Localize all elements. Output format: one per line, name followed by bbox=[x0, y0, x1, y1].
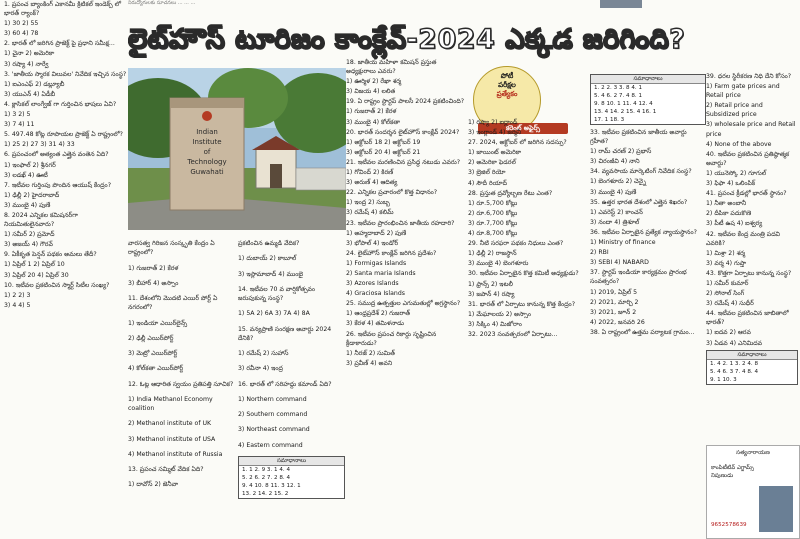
question-line: 1) India Methanol Economy coalition bbox=[128, 395, 213, 412]
author-phone: 9652578639 bbox=[711, 522, 747, 528]
question-line: 40. ఇటీవల ప్రకటించిన ప్రతిష్ఠాత్మక అవార్డు? bbox=[706, 150, 790, 167]
question-line: 2) Southern command bbox=[238, 411, 308, 419]
question-line: 3) ఇంగ్లాండ్ 4) జర్మనీ bbox=[468, 129, 522, 137]
question-line: 37. స్టార్టప్ ఇండియా కార్యక్రమం ప్రారంభ సంవత్సరం? bbox=[590, 269, 687, 286]
sign-line-3: of bbox=[203, 148, 211, 156]
answer-row: 9. 1 10. 3 bbox=[710, 376, 737, 383]
answer-box-title: సమాధానాలు bbox=[239, 457, 344, 466]
question-line: 23. ఇటీవల ప్రారంభించిన జాతీయ రహదారి? bbox=[346, 219, 455, 227]
question-line: 28. ప్రస్తుత ద్రవ్యోల్బణ రేటు ఎంత? bbox=[468, 189, 553, 197]
answer-row: 1. 1 2. 9 3. 1 4. 4 bbox=[242, 467, 291, 474]
below-column-b bbox=[238, 233, 345, 539]
corner-photo bbox=[600, 0, 642, 8]
question-line: 1) గుజరాత్ 2) కేరళ bbox=[128, 264, 179, 272]
author-box bbox=[706, 445, 800, 539]
sign-line-1: Indian bbox=[196, 128, 218, 136]
sign-line-4: Technology bbox=[187, 158, 227, 166]
question-line: 1) 3 2) 5 bbox=[4, 111, 31, 119]
question-line: 1) నీతా అంబానీ bbox=[706, 200, 747, 208]
badge-line-2: పరీక్షల bbox=[498, 81, 516, 89]
answer-row: 9. 4 10. 8 11. 3 12. 1 bbox=[242, 483, 301, 490]
question-line: 1) 5A 2) 6A 3) 7A 4) 8A bbox=[238, 310, 310, 318]
question-line: 29. నీటి సరఫరా పథకం నిధులు ఎంత? bbox=[468, 240, 564, 248]
question-line: 3) ఫిఫా 4) ఒలింపిక్ bbox=[706, 180, 756, 188]
answer-row: 17. 1 18. 3 bbox=[594, 117, 625, 123]
question-line: 34. వ్యవసాయ మార్కెటింగ్ నివేదిక సంస్థ? bbox=[590, 168, 692, 176]
question-line: 1) ఐఎంఎఫ్ 2) డబ్ల్యూబీ bbox=[4, 80, 65, 88]
question-line: 1) Farm gate prices and Retail price bbox=[706, 83, 780, 100]
question-line: 1) సమీర్ 2) ప్రమోద్ bbox=[4, 231, 55, 239]
question-line: 4. క్లాసికల్ లాంగ్వేజ్ గా గుర్తించిన భాషలు ఏవి? bbox=[4, 100, 117, 108]
question-line: వారసత్వ గిరిజన సంస్కృతి కేంద్రం ఏ రాష్ట్రంలో? bbox=[128, 240, 215, 257]
question-line: 1) రష్యా 2) ఐర్లాండ్ bbox=[468, 119, 518, 126]
question-line: 1) ఐదవ 2) ఆరవ bbox=[706, 329, 751, 337]
question-line: 1) అక్టోబర్ 18 2) అక్టోబర్ 19 bbox=[346, 138, 421, 146]
question-line: 1) ఎవరెస్ట్ 2) కాంచన్ bbox=[590, 208, 643, 216]
question-line: 3) Methanol institute of USA bbox=[128, 435, 216, 443]
question-line: 42. ఇటీవల కేంద్ర మంత్రి పదవి ఎవరికి? bbox=[706, 230, 780, 247]
question-line: 4) 2022, జనవరి 26 bbox=[590, 318, 645, 326]
question-line: 2) RBI bbox=[590, 249, 609, 257]
question-line: 2) Methanol institute of UK bbox=[128, 420, 212, 428]
question-line: 3) అజయ్ 4) గౌరవ్ bbox=[4, 241, 53, 249]
badge-line-3: ప్రత్యేకం bbox=[496, 90, 518, 98]
question-line: 3) ముంబై 4) కోల్‌కతా bbox=[346, 118, 401, 126]
question-line: 44. ఇటీవల ప్రకటించిన జాబితాలో భారత్? bbox=[706, 310, 789, 327]
question-line: 1) దుబాయ్ 2) కాబూల్ bbox=[238, 255, 297, 263]
question-line: 3. 'జాతీయ స్మారక విలువల' నివేదిక ఇచ్చిన సంస్థ? bbox=[4, 70, 127, 78]
question-line: 3) ఇస్లామాబాద్ 4) ముంబై bbox=[238, 270, 304, 278]
question-line: 39. ధరల స్థిరీకరణ నిధి దేని కోసం? bbox=[706, 73, 792, 80]
question-line: 6. ప్రపంచంలో అత్యంత ఎత్తైన వంతెన ఏది? bbox=[4, 151, 109, 159]
question-line: 1) 2019, ఏప్రిల్ 5 bbox=[590, 288, 638, 296]
question-line: 3) 7 4) 11 bbox=[4, 121, 35, 129]
question-line: 1) మిశ్రా 2) శర్మ bbox=[706, 249, 746, 257]
question-line: 3) జపాన్ 4) రష్యా bbox=[468, 290, 515, 298]
author-line-1: కాంపిటీటివ్ ఎగ్జామ్స్ bbox=[711, 465, 754, 471]
question-line: 8. 2024 ఎన్నికల కమిషనర్‌గా నియమితులైనవారు? bbox=[4, 211, 78, 229]
author-line-2: నిపుణుడు bbox=[711, 473, 734, 479]
question-line: 3) మెట్రో ఎయిర్‌పోర్ట్ bbox=[128, 350, 178, 358]
question-line: 7. ఇటీవల గుర్తింపు పొందిన ఆయుష్ కేంద్రం? bbox=[4, 181, 111, 189]
question-line: 1) ఢిల్లీ 2) రాజస్థాన్ bbox=[468, 250, 517, 258]
question-line: 11. దేశంలోని మొదటి ఎయిర్ పోర్ట్ ఏ నగరంలో? bbox=[128, 295, 218, 312]
question-line: 3) 2021, జూన్ 2 bbox=[590, 308, 637, 316]
question-line: 4) రూ.8,700 కోట్లు bbox=[468, 230, 518, 238]
question-line: 3) ఏడవ 4) ఎనిమిదవ bbox=[706, 339, 763, 347]
question-line: 38. ఏ రాష్ట్రంలో ఉత్తమ పర్యాటక గ్రామం... bbox=[590, 328, 695, 336]
below-column-a bbox=[128, 233, 235, 539]
question-line: 25. సముద్ర ఉత్పత్తుల ఎగుమతుల్లో అగ్రస్థానం? bbox=[346, 300, 461, 308]
question-line: 5. 497.48 కోట్ల రూపాయల ప్రాజెక్ట్ ఏ రాష్ట్రంలో? bbox=[4, 131, 123, 139]
question-line: 1) ఫ్రాన్స్ 2) ఇటలీ bbox=[468, 280, 513, 288]
question-line: 3) వర్మ 4) గుప్తా bbox=[706, 259, 747, 267]
question-line: 1) గుజరాత్ 2) కేరళ bbox=[346, 108, 397, 116]
question-line: 3) Northeast command bbox=[238, 426, 310, 434]
answer-row: 1. 2 2. 3 3. 8 4. 1 bbox=[594, 85, 643, 91]
question-line: 1) Northern command bbox=[238, 395, 307, 403]
question-line: 4) Graciosa Islands bbox=[346, 290, 405, 298]
question-line: 3) భోపాల్ 4) ఇండోర్ bbox=[346, 239, 399, 247]
question-line: 1) ఇంద్ర 2) సుబ్బ bbox=[346, 199, 390, 207]
question-line: 2) Retail price and Subsidized price bbox=[706, 102, 763, 119]
badge-line-1: పోటీ bbox=[500, 72, 514, 80]
question-column-3 bbox=[346, 58, 468, 539]
question-line: 35. ఉత్తర భారత దేశంలో ఎత్తైన శిఖరం? bbox=[590, 198, 688, 206]
answer-row: 1. 4 2. 1 3. 2 4. 8 bbox=[710, 360, 759, 367]
question-line: 3) wholesale price and Retail price bbox=[706, 121, 796, 138]
question-line: 1) నీరజ్ 2) సుమిత్ bbox=[346, 349, 395, 357]
question-line: 27. 2024, అక్టోబర్ లో జరిగిన సదస్సు? bbox=[468, 139, 567, 147]
question-line: 1) ఇండియా ఎయిర్‌లైన్స్ bbox=[128, 319, 188, 327]
question-line: 20. భారత్ సందర్శన లైట్‌హౌస్ కాంక్లేవ్ 2024? bbox=[346, 128, 460, 136]
question-column-6 bbox=[706, 72, 798, 442]
question-line: 3) రష్యా 4) నార్వే bbox=[4, 60, 49, 68]
question-line: 1) 2 2) 3 bbox=[4, 291, 31, 299]
author-photo bbox=[759, 486, 793, 532]
question-line: 4) కోల్‌కతా ఎయిర్‌పోర్ట్ bbox=[128, 365, 184, 373]
question-line: 36. ఇటీవల ఏర్పాటైన ప్రత్యేక న్యాయస్థానం? bbox=[590, 228, 697, 236]
question-line: 30. ఇటీవల ఏర్పాటైన కొత్త కమిటీ అధ్యక్షుడు? bbox=[468, 270, 579, 278]
question-line: 1) చైనా 2) అమెరికా bbox=[4, 50, 55, 58]
question-line: 21. ఇటీవల మరణించిన ప్రసిద్ధ నటుడు ఎవరు? bbox=[346, 158, 461, 166]
question-line: 1) గోవింద్ 2) కిరణ్ bbox=[346, 169, 394, 177]
question-line: 9. ఏకీకృత పెన్షన్ పథకం అమలు తేదీ? bbox=[4, 251, 97, 259]
question-line: 1) దావోస్ 2) జెనీవా bbox=[128, 481, 179, 489]
question-line: 16. భారత్ లో సరిహద్దు కమాండ్ ఏది? bbox=[238, 380, 332, 388]
question-line: 3) బీహార్ 4) అస్సాం bbox=[128, 279, 179, 287]
question-line: 1) సమీర్ కుమార్ bbox=[706, 279, 749, 287]
question-line: 3) యుఎన్ 4) ఏడీబీ bbox=[4, 90, 56, 98]
question-line: 3) ప్రవీణ్ 4) అవని bbox=[346, 359, 393, 367]
question-line: 3) Azores Islands bbox=[346, 280, 399, 288]
question-line: 2) అమెరికా ఫెడరల్ bbox=[468, 159, 516, 167]
question-line: 1) ఆంధ్రప్రదేశ్ 2) గుజరాత్ bbox=[346, 310, 411, 318]
question-line: 1) యునెస్కో 2) గూగుల్ bbox=[706, 169, 767, 177]
sign-line-2: Institute bbox=[192, 138, 222, 146]
answer-box bbox=[706, 350, 798, 385]
question-line: 1) రామ్ చరణ్ 2) ప్రభాస్ bbox=[590, 148, 652, 156]
question-line: 31. భారత్ లో ఏర్పాటు కానున్న కొత్త కేంద్రం? bbox=[468, 300, 575, 308]
question-line: 3) పీటీ ఉష 4) ఐశ్వర్య bbox=[706, 220, 763, 228]
question-line: 3) రమేష్ 4) కలిమ్ bbox=[346, 209, 394, 217]
question-line: 43. కొత్తగా ఏర్పాటు కానున్న సంస్థ? bbox=[706, 269, 792, 277]
question-line: 2) Santa maria Islands bbox=[346, 269, 416, 277]
question-line: 2) 2021, మార్చి 2 bbox=[590, 298, 639, 306]
answer-row: 5. 2 6. 2 7. 2 8. 4 bbox=[242, 475, 291, 482]
below-photo-questions bbox=[128, 233, 346, 539]
question-line: 12. ఓట్ల ఆధారిత స్వయం ప్రతిపత్తి సూచిక? bbox=[128, 380, 234, 388]
question-line: 1) ఊర్మిళ 2) రేఖా శర్మ bbox=[346, 78, 402, 86]
answer-row: 9. 8 10. 1 11. 4 12. 4 bbox=[594, 101, 653, 107]
section-band: కరెంట్ అఫైర్స్ bbox=[478, 123, 568, 134]
question-line: 1) 30 2) 55 bbox=[4, 20, 39, 28]
question-line: 3) అరుణ్ 4) ఆదిత్య bbox=[346, 179, 398, 187]
question-line: 15. వన్యప్రాణి సంరక్షణ అవార్డు 2024 దేనికి? bbox=[238, 325, 332, 342]
answer-row: 5. 4 6. 3 7. 4 8. 4 bbox=[710, 368, 759, 375]
question-line: 3) ముంబై 4) బెంగళూరు bbox=[468, 260, 529, 268]
question-line: 1) Ministry of finance bbox=[590, 239, 656, 247]
answer-box bbox=[590, 74, 706, 125]
question-line: 3) బ్రెజిల్ రియో bbox=[468, 169, 506, 177]
photo-illustration bbox=[128, 68, 346, 230]
question-line: 2) సోనాల్ సింగ్ bbox=[706, 290, 745, 298]
question-line: 3) సిక్కిం 4) మిజోరాం bbox=[468, 320, 522, 328]
sign-line-5: Guwahati bbox=[190, 168, 224, 176]
question-column-4 bbox=[468, 118, 590, 539]
question-line: 32. 2023 సంవత్సరంలో ఏర్పాటు... bbox=[468, 330, 558, 338]
question-line: 3) చిరంజీవి 4) నాని bbox=[590, 158, 640, 166]
question-line: 1) Formigas Islands bbox=[346, 259, 407, 267]
question-line: 26. ఇటీవల ప్రపంచ రికార్డు సృష్టించిన క్రీడాకారుడు? bbox=[346, 330, 437, 347]
answer-box-title: సమాధానాలు bbox=[591, 75, 705, 84]
question-line: 3) 60 4) 78 bbox=[4, 30, 39, 38]
question-line: 13. ప్రపంచ సమ్మిట్ వేదిక ఏది? bbox=[128, 466, 204, 474]
question-line: 3) 4 4) 5 bbox=[4, 301, 31, 309]
answer-box-title: సమాధానాలు bbox=[707, 351, 797, 360]
question-line: 1) రమేష్ 2) సుహాస్ bbox=[238, 350, 289, 358]
question-line: 18. జాతీయ మహిళా కమిషన్ ప్రస్తుత అధ్యక్షురాలు ఎవరు? bbox=[346, 59, 437, 76]
question-line: 3) లడఖ్ 4) ఊటీ bbox=[4, 171, 48, 179]
question-line: 1) 25 2) 27 3) 31 4) 33 bbox=[4, 141, 75, 149]
author-name: సత్యనారాయణ bbox=[736, 450, 770, 456]
question-line: 4) సౌదీ రియాద్ bbox=[468, 179, 507, 187]
question-line: 3) విజయ 4) లలిత bbox=[346, 88, 396, 96]
answer-row: 13. 2 14. 2 15. 2 bbox=[242, 491, 289, 498]
answer-box bbox=[238, 456, 345, 499]
question-line: 2) ఢిల్లీ ఎయిర్‌పోర్ట్ bbox=[128, 334, 174, 342]
question-line: 1) రూ.5,700 కోట్లు bbox=[468, 199, 518, 207]
question-line: 3) నందా 4) త్రిశూల్ bbox=[590, 218, 640, 226]
question-line: 1) ఏప్రిల్ 1 2) ఏప్రిల్ 10 bbox=[4, 261, 65, 269]
question-line: 4) Eastern command bbox=[238, 441, 303, 449]
answer-row: 5. 4 6. 2 7. 4 8. 1 bbox=[594, 93, 643, 99]
question-line: 1) మేఘాలయ 2) అస్సాం bbox=[468, 310, 531, 318]
top-strip: నిరుద్యోగులకు సూచనలు ... ... ... bbox=[128, 0, 196, 6]
answer-row: 13. 4 14. 2 15. 4 16. 1 bbox=[594, 109, 657, 115]
question-line: 1) ఇంఫాల్ 2) శ్రీనగర్ bbox=[4, 161, 56, 169]
question-column-5 bbox=[590, 72, 706, 539]
question-line: 33. ఇటీవల ప్రకటించిన జాతీయ అవార్డు గ్రహీత? bbox=[590, 129, 687, 146]
question-line: 2. భారత్ లో జరిగిన ప్రాజెక్ట్ పై ప్రధాని సమీక్ష... bbox=[4, 40, 115, 48]
question-line: 1. ప్రపంచ బ్యాంకింగ్ ఎకానమీ క్రిటికల్ ఇండెక్స్ లో భారత్ ర్యాంక్? bbox=[4, 1, 121, 18]
question-line: 3) రమేష్ 4) సుధీర్ bbox=[706, 300, 754, 308]
question-line: 14. ఇటీవల 70 వ వార్షికోత్సవం జరుపుకున్న సంస్థ? bbox=[238, 286, 315, 303]
question-line: 4) None of the above bbox=[706, 140, 772, 148]
question-line: 3) రూ.7,700 కోట్లు bbox=[468, 219, 518, 227]
question-line: ప్రకటించిన ఉమ్మడి వేదిక? bbox=[238, 240, 300, 248]
question-line: 41. ప్రపంచ క్రీడల్లో భారత్ స్థానం? bbox=[706, 190, 787, 198]
question-line: 24. లైట్‌హౌస్ కాంక్లేవ్ జరిగిన ప్రదేశం? bbox=[346, 249, 437, 257]
question-line: 3) ముంబై 4) పుణే bbox=[590, 188, 637, 196]
question-line: 3) ముంబై 4) పుణే bbox=[4, 201, 51, 209]
question-line: 1) బెంగళూరు 2) చెన్నై bbox=[590, 178, 646, 186]
question-line: 3) కేరళ 4) తమిళనాడు bbox=[346, 320, 404, 328]
question-line: 3) అక్టోబర్ 20 4) అక్టోబర్ 21 bbox=[346, 148, 421, 156]
question-line: 2) దీపికా పదుకొణె bbox=[706, 210, 752, 218]
headline: లైట్‌హౌస్ టూరిజం కాంక్లేవ్-2024 ఎక్కడ జరిగింది? bbox=[128, 24, 686, 55]
question-line: 3) ఏప్రిల్ 20 4) ఏప్రిల్ 30 bbox=[4, 271, 69, 279]
question-line: 2) రూ.6,700 కోట్లు bbox=[468, 209, 518, 217]
question-line: 3) రవీనా 4) ఇంద్ర bbox=[238, 365, 283, 373]
iit-guwahati-photo bbox=[128, 68, 346, 230]
question-line: 1) ఢిల్లీ 2) హైదరాబాద్ bbox=[4, 191, 60, 199]
question-line: 1) అహ్మదాబాద్ 2) పుణే bbox=[346, 229, 407, 237]
question-line: 19. ఏ రాష్ట్రం స్టార్టప్ పాలసీ 2024 ప్రకటించింది? bbox=[346, 98, 465, 106]
question-line: 4) Methanol institute of Russia bbox=[128, 450, 223, 458]
question-column-1 bbox=[4, 0, 128, 539]
question-line: 22. ఎన్నికల ప్రచారంలో కొత్త విధానం? bbox=[346, 189, 438, 197]
question-line: 10. ఇటీవల ప్రకటించిన స్మార్ట్ సిటీల సంఖ్య? bbox=[4, 281, 110, 289]
question-line: 3) SEBI 4) NABARD bbox=[590, 259, 649, 267]
question-line: 1) జాయింట్ అమెరికా bbox=[468, 149, 522, 157]
